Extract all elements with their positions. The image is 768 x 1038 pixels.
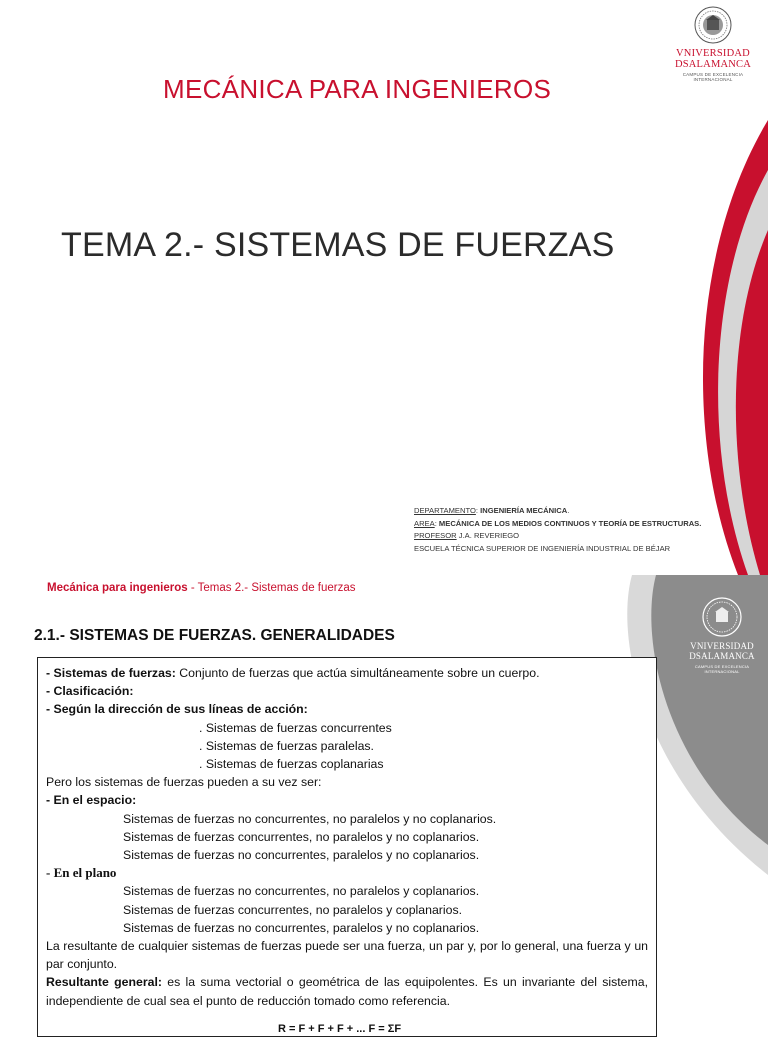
university-name: VNIVERSIDAD DSALAMANCA (689, 641, 755, 661)
department-line: DEPARTAMENTO: INGENIERÍA MECÁNICA. (414, 506, 570, 515)
university-seal-icon (694, 6, 732, 44)
resultant-paragraph: La resultante de cualquier sistemas de fuerzas puede ser una fuerza, un par y, por lo general, una fuerza y un par conjunto. (46, 939, 648, 972)
general-resultant-paragraph: Resultante general: es la suma vectorial o geométrica de las equipolentes. Es un invariante del sistema, independiente de cual sea el punto de reducción tomado como referencia. (46, 975, 648, 1008)
area-line: AREA: MECÁNICA DE LOS MEDIOS CONTINUOS Y TEORÍA DE ESTRUCTURAS. (414, 518, 702, 528)
course-title: MECÁNICA PARA INGENIEROS (163, 74, 552, 104)
course-info (414, 505, 701, 555)
university-tagline: CAMPUS DE EXCELENCIA INTERNACIONAL (694, 664, 750, 674)
list-item: . Sistemas de fuerzas coplanarias (199, 757, 384, 772)
section-heading: 2.1.- SISTEMAS DE FUERZAS. GENERALIDADES (34, 627, 395, 644)
university-tagline: CAMPUS DE EXCELENCIA INTERNACIONAL (682, 72, 744, 82)
content-box (37, 657, 657, 1037)
intro-line: Pero los sistemas de fuerzas pueden a su vez ser: (46, 775, 322, 790)
professor-line: PROFESOR J.A. REVERIEGO (414, 531, 520, 540)
space-label: - En el espacio: (46, 793, 137, 808)
list-item: Sistemas de fuerzas no concurrentes, paralelos y no coplanarios. (123, 920, 480, 935)
plane-label: - En el plano (46, 865, 117, 881)
university-logo (663, 6, 763, 82)
list-item: Sistemas de fuerzas concurrentes, no paralelos y no coplanarios. (123, 829, 480, 844)
list-item: . Sistemas de fuerzas paralelas. (199, 738, 374, 753)
slide-header: Mecánica para ingenieros - Temas 2.- Sistemas de fuerzas (47, 582, 356, 594)
university-seal-icon (702, 597, 742, 637)
list-item: Sistemas de fuerzas no concurrentes, no paralelos y coplanarios. (123, 884, 480, 899)
classification-label: - Clasificación: (46, 684, 134, 699)
list-item: Sistemas de fuerzas concurrentes, no paralelos y coplanarios. (123, 902, 463, 917)
school-line: ESCUELA TÉCNICA SUPERIOR DE INGENIERÍA INDUSTRIAL DE BÉJAR (414, 543, 671, 553)
resultant-formula: R = F + F + F + ... F = ΣF (278, 1022, 402, 1035)
topic-title: TEMA 2.- SISTEMAS DE FUERZAS (61, 226, 615, 264)
content-slide (0, 575, 768, 1035)
list-item: Sistemas de fuerzas no concurrentes, paralelos y no coplanarios. (123, 848, 480, 863)
university-logo (682, 597, 762, 674)
definition-line: - Sistemas de fuerzas: Conjunto de fuerzas que actúa simultáneamente sobre un cuerpo. (46, 666, 540, 680)
list-item: Sistemas de fuerzas no concurrentes, no paralelos y no coplanarios. (123, 811, 497, 826)
university-name: VNIVERSIDAD DSALAMANCA (674, 48, 752, 70)
list-item: . Sistemas de fuerzas concurrentes (199, 720, 392, 735)
direction-label: - Según la dirección de sus líneas de acción: (46, 702, 308, 717)
